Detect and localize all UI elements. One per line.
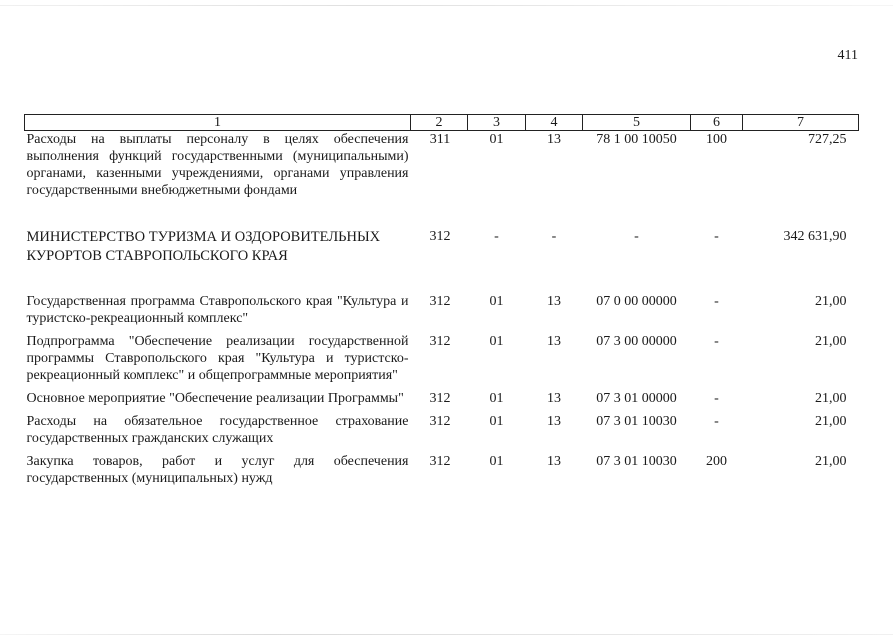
column-header-4: 4 — [526, 115, 583, 131]
row-amount: 342 631,90 — [783, 229, 847, 244]
row-expense-type: 100 — [706, 132, 727, 147]
table-row — [25, 390, 859, 413]
row-expense-type: - — [714, 294, 719, 309]
row-subsection: 13 — [547, 294, 561, 309]
row-target-article: 07 3 01 10030 — [596, 454, 677, 469]
row-ministry-code: 312 — [429, 414, 451, 429]
row-ministry-code: 311 — [429, 132, 451, 147]
row-ministry-code: 312 — [429, 229, 451, 244]
page-number: 411 — [837, 48, 858, 63]
row-amount: 727,25 — [808, 132, 847, 147]
row-subsection: 13 — [547, 454, 561, 469]
column-header-5: 5 — [583, 115, 691, 131]
row-section: 01 — [489, 294, 504, 309]
row-ministry-code: 312 — [429, 294, 451, 309]
row-name: Подпрограмма "Обеспечение реализации государственной программы Ставропольского края "Культура и туристско-рекреационный комплекс" и общепрограммные мероприятия" — [26, 334, 409, 383]
row-target-article: 07 3 01 00000 — [596, 391, 677, 406]
row-amount: 21,00 — [815, 334, 847, 349]
row-expense-type: - — [714, 414, 719, 429]
row-name: Закупка товаров, работ и услуг для обеспечения государственных (муниципальных) нужд — [26, 454, 409, 486]
column-header-2: 2 — [411, 115, 468, 131]
row-target-article: 07 0 00 00000 — [596, 294, 677, 309]
table-row — [25, 131, 859, 229]
row-ministry-code: 312 — [429, 454, 451, 469]
row-subsection: 13 — [547, 132, 561, 147]
row-amount: 21,00 — [815, 454, 847, 469]
column-header-1: 1 — [25, 115, 411, 131]
header-row — [25, 115, 859, 131]
row-subsection: 13 — [547, 391, 561, 406]
table-row — [25, 413, 859, 453]
table-body — [25, 131, 859, 490]
scan-edge-top — [0, 5, 893, 6]
row-section: 01 — [489, 334, 504, 349]
row-name: Основное мероприятие "Обеспечение реализации Программы" — [26, 391, 404, 406]
table-row — [25, 453, 859, 489]
row-amount: 21,00 — [815, 294, 847, 309]
row-name: Расходы на выплаты персоналу в целях обеспечения выполнения функций государственными (муниципальными) органами, казенными учреждениями, органами управления государственными внебюджетными фондами — [26, 132, 409, 198]
row-section: 01 — [489, 454, 504, 469]
row-expense-type: - — [714, 391, 719, 406]
row-target-article: 07 3 00 00000 — [596, 334, 677, 349]
row-section: 01 — [489, 132, 504, 147]
row-section: 01 — [489, 414, 504, 429]
scan-edge-bottom — [0, 634, 893, 635]
row-amount: 21,00 — [815, 414, 847, 429]
table-row — [25, 228, 859, 293]
column-header-7: 7 — [743, 115, 859, 131]
row-name: Расходы на обязательное государственное страхование государственных гражданских служащих — [26, 414, 409, 446]
budget-table — [24, 114, 859, 489]
table-row — [25, 293, 859, 333]
row-target-article: - — [634, 229, 639, 244]
column-header-3: 3 — [468, 115, 526, 131]
table-row — [25, 333, 859, 390]
row-section: - — [494, 229, 499, 244]
row-ministry-code: 312 — [429, 334, 451, 349]
row-amount: 21,00 — [815, 391, 847, 406]
row-section: 01 — [489, 391, 504, 406]
column-header-6: 6 — [691, 115, 743, 131]
row-subsection: 13 — [547, 414, 561, 429]
row-subsection: 13 — [547, 334, 561, 349]
row-expense-type: - — [714, 229, 719, 244]
row-name: Государственная программа Ставропольского края "Культура и туристско-рекреационный комплекс" — [26, 294, 409, 326]
row-target-article: 07 3 01 10030 — [596, 414, 677, 429]
row-ministry-code: 312 — [429, 391, 451, 406]
row-subsection: - — [551, 229, 557, 244]
row-target-article: 78 1 00 10050 — [596, 132, 677, 147]
row-expense-type: - — [714, 334, 719, 349]
row-expense-type: 200 — [706, 454, 727, 469]
table-header — [25, 115, 859, 131]
row-name: МИНИСТЕРСТВО ТУРИЗМА И ОЗДОРОВИТЕЛЬНЫХ КУРОРТОВ СТАВРОПОЛЬСКОГО КРАЯ — [26, 229, 381, 264]
